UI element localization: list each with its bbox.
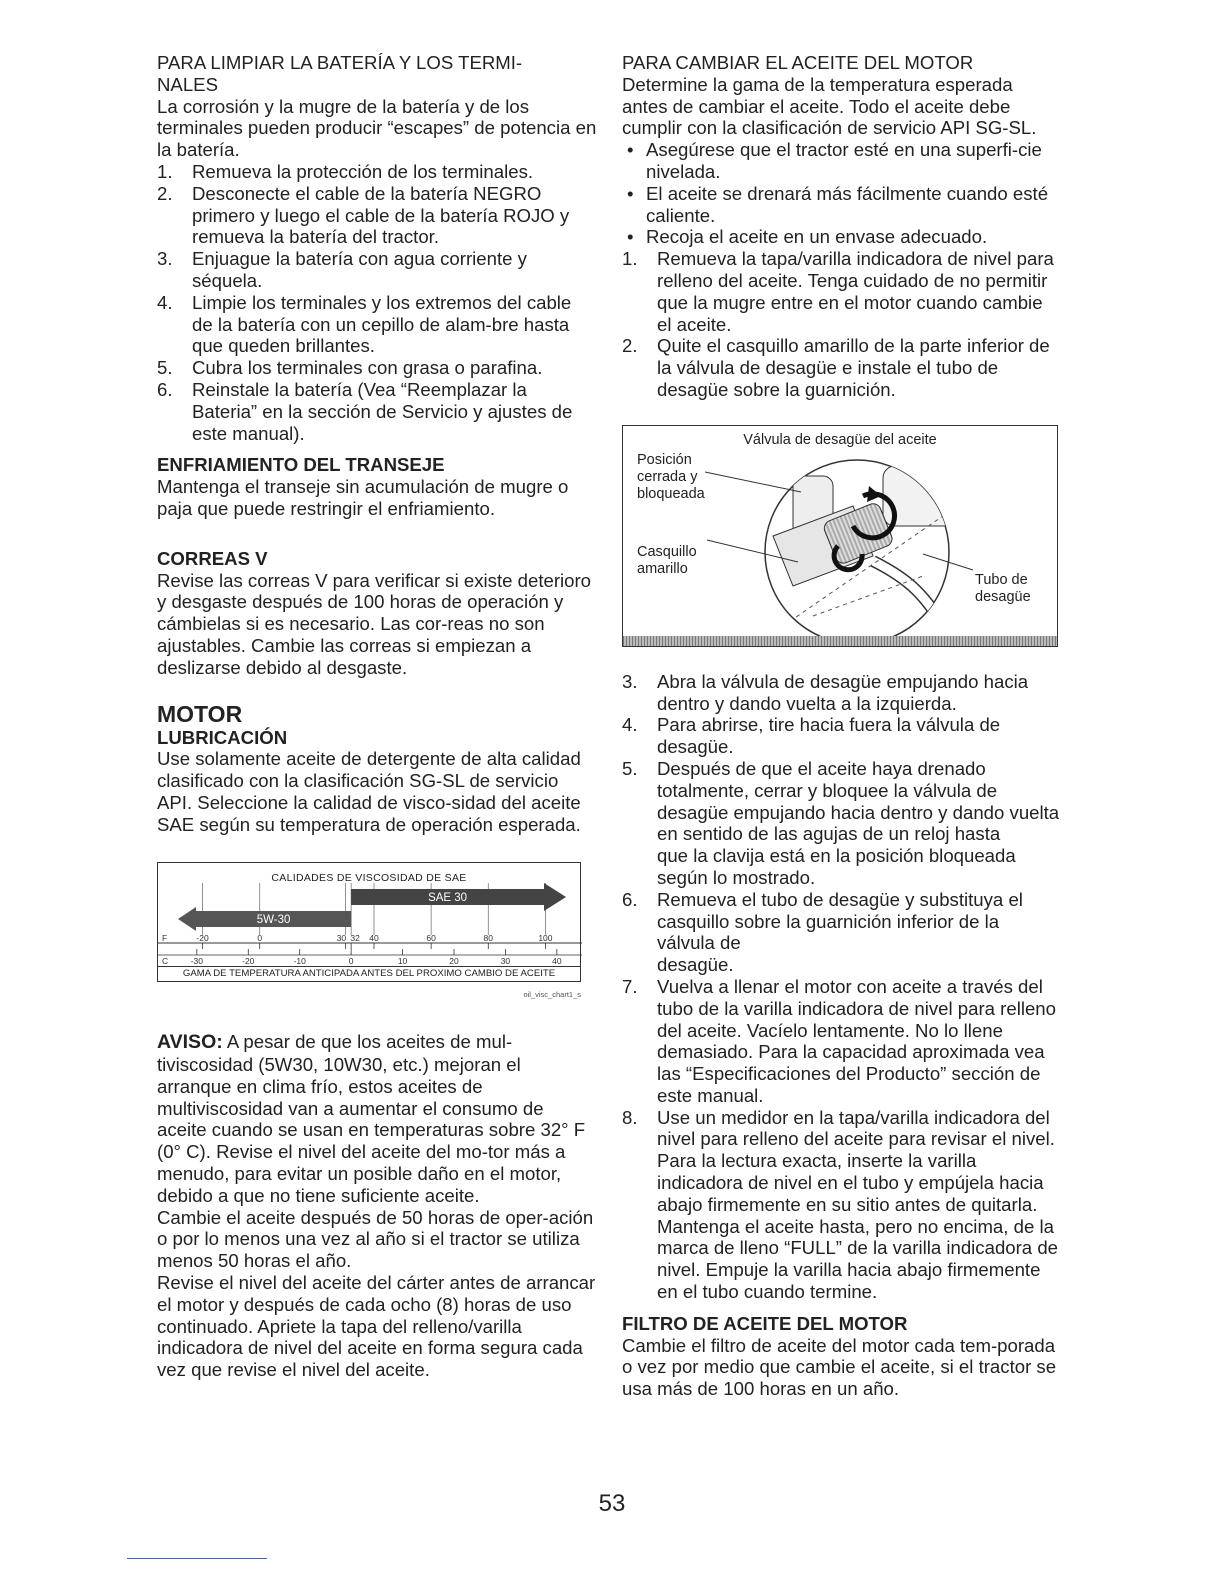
- oil-change-intro: Determine la gama de la temperatura esperada antes de cambiar el aceite. Todo el aceite debe cumplir con la clasificación de servicio API SG-SL.: [622, 73, 1037, 139]
- notice-section: [157, 1031, 597, 1381]
- step-text: Use un medidor en la tapa/varilla indicadora del nivel para relleno del aceite para revisar el nivel. Para la lectura exacta, inserte la varilla indicadora de nivel en el tubo y empújela hacia abajo firmemente en su sitio antes de quitarla. Mantenga el aceite hasta, pero no encima, de la marca de lleno “FULL” de la varilla indicadora de nivel. Empuje la varilla hacia abajo firmemente en el tubo cuando termine.: [657, 1106, 1059, 1303]
- belts-section: [157, 548, 597, 679]
- viscosity-chart-frame: [157, 862, 581, 982]
- celsius-tick-label: 20: [449, 955, 459, 965]
- battery-heading: [157, 52, 597, 96]
- label-yellow-cap: [637, 544, 697, 578]
- label-closed-line1: Posición: [637, 451, 692, 468]
- bullet-item: • Asegúrese que el tractor esté en una superfi-cie nivelada.: [622, 139, 1062, 183]
- page-number: 53: [598, 1490, 626, 1517]
- step-item: [622, 671, 1062, 715]
- step-item: [157, 292, 597, 357]
- fahrenheit-tick-label: 40: [369, 932, 379, 943]
- step-item: [622, 758, 1062, 889]
- oil-change-steps-b: [622, 671, 1062, 1303]
- step-number: 5.: [157, 357, 173, 379]
- step-text: Para abrirse, tire hacia fuera la válvula de desagüe.: [657, 714, 1001, 758]
- label-tube-line2: desagüe: [975, 588, 1031, 605]
- step-text: Remueva el tubo de desagüe y substituya el casquillo sobre la guarnición inferior de la válvula de: [657, 888, 1023, 954]
- step-number: 4.: [157, 291, 173, 313]
- step-item: [157, 357, 597, 379]
- step-number: 2.: [622, 335, 638, 357]
- step-text: Reinstale la batería (Vea “Reemplazar la Bateria” en la sección de Servicio y ajustes de este manual).: [192, 378, 573, 444]
- step-item: [622, 1107, 1062, 1303]
- label-tube-line1: Tubo de: [975, 571, 1028, 588]
- step-item: [622, 889, 1062, 976]
- celsius-tick-label: 40: [552, 955, 562, 965]
- step-number: 7.: [622, 975, 638, 997]
- fahrenheit-label: F: [162, 932, 168, 943]
- label-closed-line3: bloqueada: [637, 485, 705, 502]
- footer-link-underline: [127, 1558, 267, 1559]
- notice-p3: Revise el nivel del aceite del cárter antes de arrancar el motor y después de cada ocho (8) horas de uso continuado. Apriete la tapa del relleno/varilla indicadora de nivel del aceite en forma segura cada vez que revise el nivel del aceite.: [157, 1272, 596, 1381]
- fahrenheit-tick-label: 60: [426, 932, 436, 943]
- figure-bottom-band: [623, 636, 1057, 646]
- step-text: Limpie los terminales y los extremos del cable de la batería con un cepillo de alam-bre hasta que queden brillantes.: [192, 291, 572, 357]
- drain-valve-figure: [622, 425, 1058, 647]
- oil-filter-heading: FILTRO DE ACEITE DEL MOTOR: [622, 1312, 908, 1334]
- step-text: Remueva la protección de los terminales.: [192, 160, 534, 182]
- step-item: [622, 335, 1062, 400]
- transaxle-heading: ENFRIAMIENTO DEL TRANSEJE: [157, 454, 445, 476]
- chart-title: CALIDADES DE VISCOSIDAD DE SAE: [271, 871, 467, 884]
- celsius-tick-label: -30: [190, 955, 204, 965]
- step-number: 3.: [622, 670, 638, 692]
- bullet-item: • Recoja el aceite en un envase adecuado.: [622, 226, 1062, 248]
- right-column: [622, 52, 1062, 1400]
- step-item: [157, 379, 597, 444]
- chart-code: oil_visc_chart1_s: [523, 989, 581, 999]
- notice-p2: Cambie el aceite después de 50 horas de oper-ación o por lo menos una vez al año si el tractor se utiliza menos 50 horas el año.: [157, 1206, 594, 1272]
- step-item: [157, 248, 597, 292]
- celsius-label: C: [162, 955, 169, 965]
- battery-section: [157, 52, 597, 444]
- step-text: Enjuague la batería con agua corriente y séquela.: [192, 248, 527, 291]
- series-label-5w30: 5W-30: [256, 913, 291, 926]
- step-number: 5.: [622, 757, 638, 779]
- celsius-tick-label: -20: [242, 955, 255, 965]
- step-text: Cubra los terminales con grasa o parafina.: [192, 357, 543, 379]
- motor-heading: MOTOR: [157, 700, 243, 727]
- step-text: Remueva la tapa/varilla indicadora de nivel para relleno del aceite. Tenga cuidado de no permitir que la mugre entre en el motor cuando cambie el aceite.: [657, 248, 1054, 335]
- fahrenheit-tick-label: 30: [336, 932, 347, 943]
- left-column: [157, 52, 597, 1381]
- step-number: 4.: [622, 714, 638, 736]
- notice-label: AVISO:: [157, 1031, 223, 1054]
- fahrenheit-tick-label: 80: [483, 932, 494, 943]
- fahrenheit-tick-label: -20: [196, 932, 209, 943]
- oil-change-steps-a: [622, 248, 1062, 401]
- celsius-tick-label: 0: [348, 955, 354, 965]
- oil-filter-section: [622, 1313, 1062, 1400]
- step-item: [622, 976, 1062, 1107]
- fahrenheit-tick-label: 100: [538, 932, 553, 943]
- step-number: 6.: [157, 378, 173, 400]
- notice-text: [157, 1031, 597, 1206]
- transaxle-text: Mantenga el transeje sin acumulación de mugre o paja que puede restringir el enfriamiento.: [157, 476, 569, 519]
- oil-change-heading: PARA CAMBIAR EL ACEITE DEL MOTOR: [622, 52, 974, 73]
- series-label-sae30: SAE 30: [428, 891, 468, 904]
- label-closed-line2: cerrada y: [637, 468, 698, 485]
- step-item: [622, 714, 1062, 758]
- fahrenheit-tick-label: 32: [350, 932, 360, 943]
- figure-title: Válvula de desagüe del aceite: [743, 431, 937, 448]
- fahrenheit-tick-label: 0: [257, 932, 263, 943]
- transaxle-section: [157, 454, 597, 519]
- step-item: [157, 161, 597, 183]
- step-text: Abra la válvula de desagüe empujando hacia dentro y dando vuelta a la izquierda.: [657, 670, 1029, 714]
- step-text: Desconecte el cable de la batería NEGRO primero y luego el cable de la batería ROJO y remueva la batería del tractor.: [192, 182, 570, 248]
- oil-change-bullets: [622, 139, 1062, 248]
- step-number: 6.: [622, 888, 638, 910]
- battery-heading-line1: PARA LIMPIAR LA BATERÍA Y LOS TERMI-: [157, 52, 523, 73]
- label-cap-line2: amarillo: [637, 560, 688, 577]
- battery-steps: [157, 161, 597, 444]
- step-number: 8.: [622, 1106, 638, 1128]
- belts-heading: CORREAS V: [157, 547, 268, 569]
- step-number: 3.: [157, 248, 173, 270]
- step-item: [622, 248, 1062, 335]
- label-closed-position: [637, 452, 705, 503]
- step-text: Vuelva a llenar el motor con aceite a través del tubo de la varilla indicadora de nivel para relleno del aceite. Vacíelo lentamente. No lo llene demasiado. Para la capacidad aproximada vea las “Especificaciones del Producto” sección de este manual.: [657, 975, 1056, 1106]
- leader-closed: [705, 472, 801, 492]
- step-number: 2.: [157, 182, 173, 204]
- viscosity-chart-plot: [158, 883, 582, 965]
- label-drain-tube: [975, 572, 1031, 606]
- step-text: Después de que el aceite haya drenado totalmente, cerrar y bloquee la válvula de desagüe empujando hacia dentro y dando vuelta en sentido de las agujas de un reloj hasta: [657, 757, 1060, 845]
- step-number: 1.: [157, 160, 173, 182]
- step-text: Quite el casquillo amarillo de la parte inferior de la válvula de desagüe e instale el tubo de desagüe sobre la guarnición.: [657, 335, 1050, 400]
- notice-body: A pesar de que los aceites de mul-tiviscosidad (5W30, 10W30, etc.) mejoran el arranque en clima frío, estos aceites de multiviscosidad van a aumentar el consumo de aceite cuando se usan en temperaturas sobre 32° F (0° C). Revise el nivel del aceite del mo-tor más a menudo, para evitar un posible daño en el motor, debido a que no tiene suficiente aceite.: [157, 1031, 586, 1206]
- celsius-tick-label: 10: [397, 955, 408, 965]
- battery-heading-line2: NALES: [157, 73, 218, 95]
- lubrication-text: Use solamente aceite de detergente de alta calidad clasificado con la clasificación SG-SL de servicio API. Seleccione la calidad de visco-sidad del aceite SAE según su temperatura de operación esperada.: [157, 748, 581, 835]
- step-text-continued: desagüe.: [657, 954, 734, 976]
- step-number: 1.: [622, 248, 638, 270]
- step-text-continued: que la clavija está en la posición bloqueada según lo mostrado.: [657, 845, 1016, 888]
- celsius-tick-label: 30: [500, 955, 511, 965]
- label-cap-line1: Casquillo: [637, 543, 697, 560]
- oil-filter-text: Cambie el filtro de aceite del motor cada tem-porada o vez por medio que cambie el aceite, si el tractor se usa más de 100 horas en un año.: [622, 1334, 1057, 1400]
- motor-section: [157, 701, 597, 836]
- chart-range-label: GAMA DE TEMPERATURA ANTICIPADA ANTES DEL PROXIMO CAMBIO DE ACEITE: [158, 966, 580, 981]
- step-item: [157, 183, 597, 248]
- oil-change-section: [622, 52, 1062, 401]
- lubrication-heading: LUBRICACIÓN: [157, 726, 288, 748]
- battery-intro: La corrosión y la mugre de la batería y de los terminales pueden producir “escapes” de potencia en la batería.: [157, 95, 597, 161]
- belts-text: Revise las correas V para verificar si existe deterioro y desgaste después de 100 horas de operación y cámbielas si es necesario. Las cor-reas no son ajustables. Cambie las correas si empiezan a deslizarse debido al desgaste.: [157, 569, 592, 678]
- viscosity-chart: [157, 862, 581, 1006]
- celsius-tick-label: -10: [293, 955, 306, 965]
- bullet-item: • El aceite se drenará más fácilmente cuando esté caliente.: [622, 183, 1062, 227]
